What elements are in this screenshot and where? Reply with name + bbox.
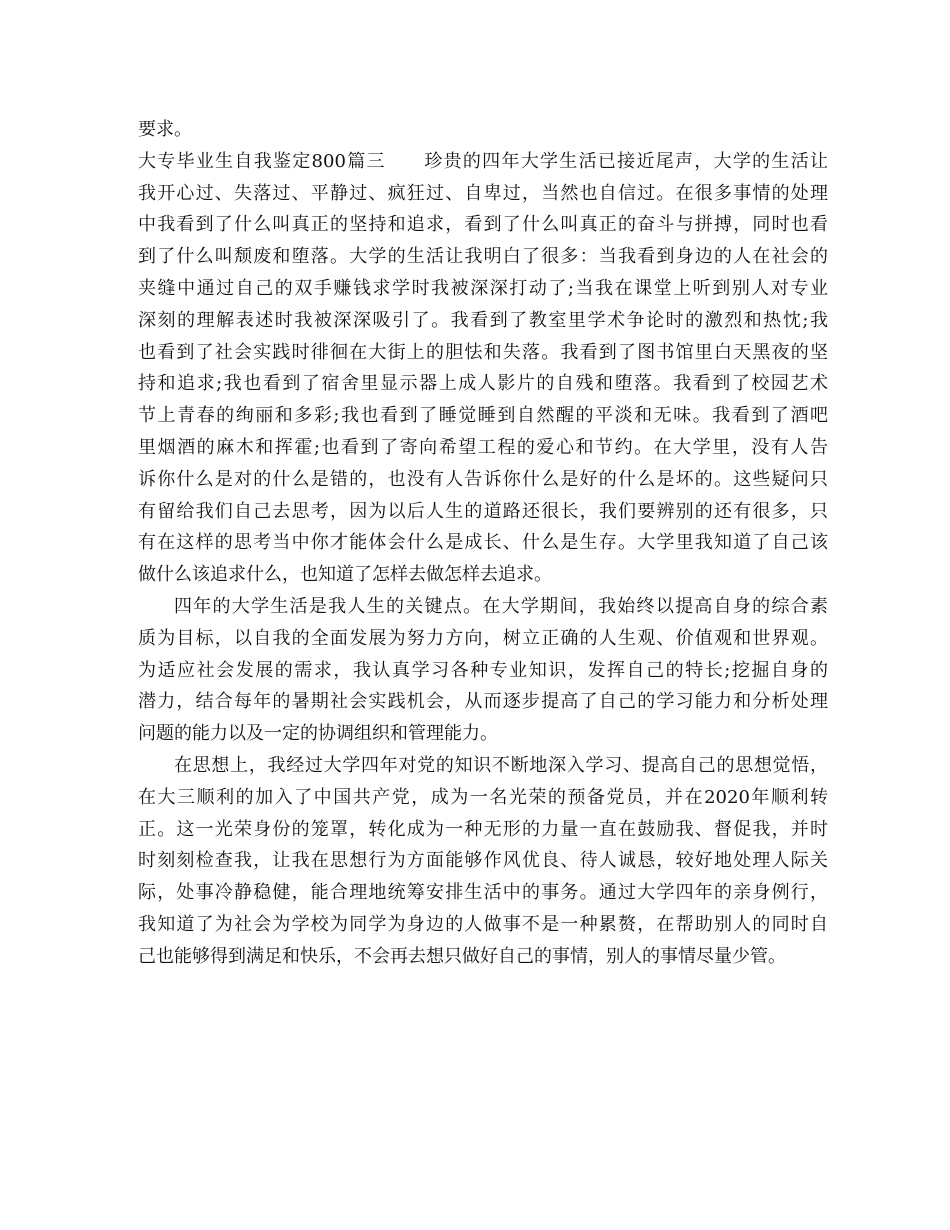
text-line: 大专毕业生自我鉴定800篇三 珍贵的四年大学生活已接近尾声，大学的生活让 bbox=[138, 150, 828, 172]
text-line: 里烟酒的麻木和挥霍;也看到了寄向希望工程的爱心和节约。在大学里，没有人告 bbox=[138, 436, 828, 458]
text-line: 也看到了社会实践时徘徊在大街上的胆怯和失落。我看到了图书馆里白天黑夜的坚 bbox=[138, 341, 828, 363]
text-line: 深刻的理解表述时我被深深吸引了。我看到了教室里学术争论时的激烈和热忱;我 bbox=[138, 309, 828, 331]
text-line: 在思想上，我经过大学四年对党的知识不断地深入学习、提高自己的思想觉悟， bbox=[174, 754, 828, 776]
document-body bbox=[138, 114, 828, 973]
text-line: 质为目标，以自我的全面发展为努力方向，树立正确的人生观、价值观和世界观。 bbox=[138, 627, 828, 649]
text-line: 我知道了为社会为学校为同学为身边的人做事不是一种累赘，在帮助别人的同时自 bbox=[138, 913, 828, 935]
text-line: 到了什么叫颓废和堕落。大学的生活让我明白了很多：当我看到身边的人在社会的 bbox=[138, 246, 828, 268]
text-line: 际，处事冷静稳健，能合理地统筹安排生活中的事务。通过大学四年的亲身例行， bbox=[138, 882, 828, 904]
text-line: 我开心过、失落过、平静过、疯狂过、自卑过，当然也自信过。在很多事情的处理 bbox=[138, 182, 828, 204]
text-line: 问题的能力以及一定的协调组织和管理能力。 bbox=[138, 723, 498, 745]
text-line: 己也能够得到满足和快乐，不会再去想只做好自己的事情，别人的事情尽量少管。 bbox=[138, 945, 786, 967]
text-line: 时刻刻检查我，让我在思想行为方面能够作风优良、待人诚恳，较好地处理人际关 bbox=[138, 850, 828, 872]
text-line: 潜力，结合每年的暑期社会实践机会，从而逐步提高了自己的学习能力和分析处理 bbox=[138, 691, 828, 713]
text-line: 有留给我们自己去思考，因为以后人生的道路还很长，我们要辨别的还有很多，只 bbox=[138, 500, 828, 522]
text-line: 为适应社会发展的需求，我认真学习各种专业知识，发挥自己的特长;挖掘自身的 bbox=[138, 659, 828, 681]
text-line: 节上青春的绚丽和多彩;我也看到了睡觉睡到自然醒的平淡和无味。我看到了酒吧 bbox=[138, 405, 828, 427]
text-line: 诉你什么是对的什么是错的，也没有人告诉你什么是好的什么是坏的。这些疑问只 bbox=[138, 468, 828, 490]
text-line: 要求。 bbox=[138, 119, 192, 140]
text-line: 有在这样的思考当中你才能体会什么是成长、什么是生存。大学里我知道了自己该 bbox=[138, 532, 828, 554]
text-line: 夹缝中通过自己的双手赚钱求学时我被深深打动了;当我在课堂上听到别人对专业 bbox=[138, 277, 828, 299]
text-line: 中我看到了什么叫真正的坚持和追求，看到了什么叫真正的奋斗与拼搏，同时也看 bbox=[138, 214, 828, 236]
text-line: 四年的大学生活是我人生的关键点。在大学期间，我始终以提高自身的综合素 bbox=[174, 595, 828, 617]
text-line: 在大三顺利的加入了中国共产党，成为一名光荣的预备党员，并在2020年顺利转 bbox=[138, 786, 828, 808]
text-line: 做什么该追求什么，也知道了怎样去做怎样去追求。 bbox=[138, 564, 552, 586]
text-line: 持和追求;我也看到了宿舍里显示器上成人影片的自残和堕落。我看到了校园艺术 bbox=[138, 373, 828, 395]
text-line: 正。这一光荣身份的笼罩，转化成为一种无形的力量一直在鼓励我、督促我，并时 bbox=[138, 818, 828, 840]
